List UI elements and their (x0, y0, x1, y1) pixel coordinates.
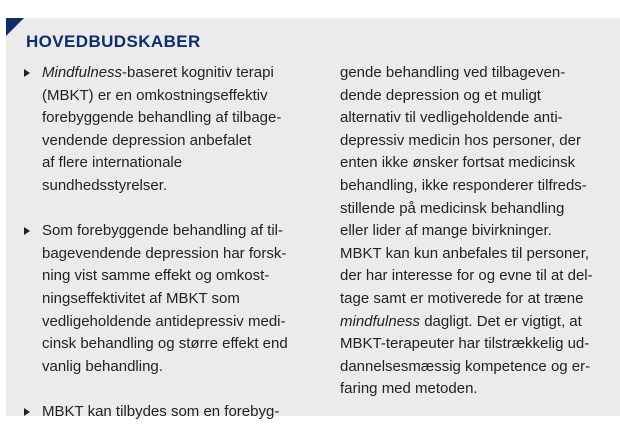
italic-term: mindfulness (340, 312, 421, 330)
text-line: sundhedsstyrelser. (42, 176, 168, 194)
italic-term: Mindfulness (42, 64, 123, 81)
text-line: dannelsesmæssig kompetence og er- (340, 357, 591, 375)
text-line: (MBKT) er en omkostningseffektiv (42, 86, 268, 104)
text-line: stillende på medicinsk behandling (340, 199, 565, 217)
text-line: depressiv medicin hos personer, der (340, 131, 581, 149)
triangle-bullet-icon (24, 408, 30, 416)
bullet-item-2 (22, 220, 312, 378)
text-line: eller lider af mange bivirkninger. (340, 222, 552, 240)
right-column (340, 62, 610, 401)
left-column (22, 62, 312, 446)
triangle-bullet-icon (24, 69, 30, 77)
text-line: MBKT kan tilbydes som en forebyg- (42, 402, 280, 420)
text-line: vanlig behandling. (42, 357, 163, 375)
text-line: vendende depression anbefalet (42, 131, 252, 149)
text-line: MBKT kan kun anbefales til personer, (340, 244, 590, 262)
text-line: ning vist samme effekt og omkost- (42, 267, 270, 285)
text-line: alternativ til vedligeholdende anti- (340, 109, 563, 127)
text-line: MBKT-terapeuter har tilstrækkelig ud- (340, 335, 590, 353)
bullet-item-1 (22, 62, 312, 198)
triangle-bullet-icon (24, 227, 30, 235)
bullet-item-3 (22, 401, 312, 424)
text-line: mindfulness dagligt. Det er vigtigt, at (340, 312, 582, 330)
text-line: ningseffektivitet af MBKT som (42, 289, 240, 307)
text-line: af flere internationale (42, 154, 183, 172)
bullet-list (22, 62, 312, 424)
text-line: Mindfulness-baseret kognitiv terapi (42, 64, 274, 81)
text-line: tage samt er motiverede for at træne (340, 289, 584, 307)
text-line: behandling, ikke responderer tilfreds- (340, 176, 587, 194)
text-line: der har interesse for og evne til at del- (340, 267, 593, 285)
text-line: forebyggende behandling af tilbage- (42, 109, 282, 127)
corner-accent (6, 18, 24, 36)
text-line: Som forebyggende behandling af til- (42, 222, 283, 240)
text-line: dende depression og et muligt (340, 86, 541, 104)
text-line: gende behandling ved tilbageven- (340, 64, 566, 81)
box-title: HOVEDBUDSKABER (26, 32, 201, 51)
text-line: vedligeholdende antidepressiv medi- (42, 312, 286, 330)
text-line: enten ikke ønsker fortsat medicinsk (340, 154, 576, 172)
text-line: faring med metoden. (340, 380, 478, 398)
text-line: bagevendende depression har forsk- (42, 244, 287, 262)
text-line: cinsk behandling og større effekt end (42, 335, 288, 353)
